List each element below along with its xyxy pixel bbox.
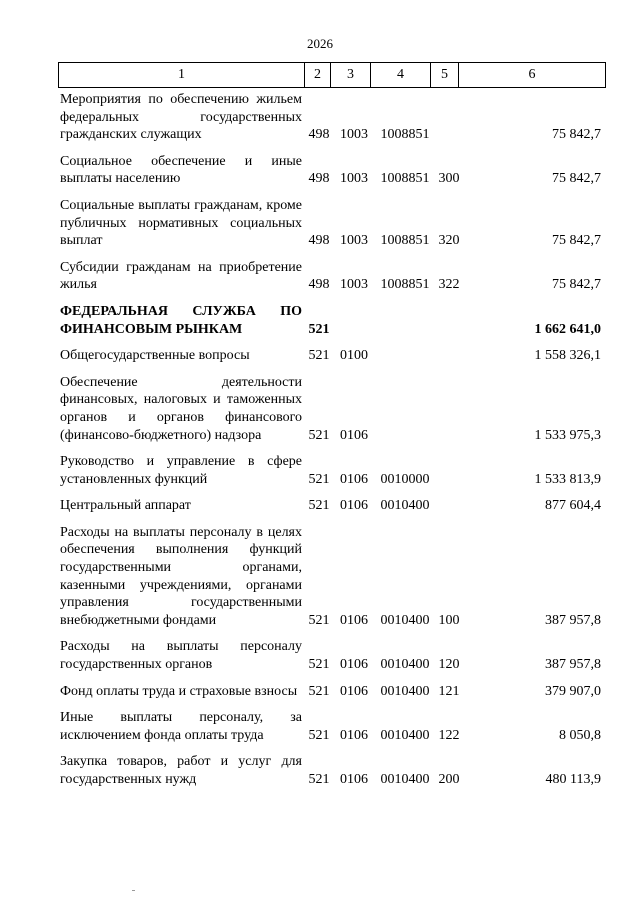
row-expense-type: 322: [438, 277, 460, 293]
column-header-1: 1: [59, 63, 305, 88]
row-section-code: 1003: [340, 171, 368, 187]
row-name: Общегосударственные вопросы: [60, 348, 250, 364]
footer-mark: [132, 890, 135, 891]
row-article-code: 1008851: [380, 171, 430, 187]
row-article-code: [374, 347, 436, 374]
row-sum: 75 842,7: [552, 277, 601, 293]
row-expense-type: 300: [438, 171, 460, 187]
row-sum: 387 957,8: [545, 657, 601, 673]
row-expense-type: 320: [438, 233, 460, 249]
table-row: [58, 638, 605, 682]
row-name: Субсидии гражданам на приобретение жилья: [60, 259, 302, 293]
column-header-3: 3: [331, 63, 371, 88]
table-row: [58, 303, 605, 347]
row-sum: 387 957,8: [545, 612, 601, 628]
row-section-code: 1003: [340, 127, 368, 143]
row-sum: 480 113,9: [545, 772, 601, 787]
row-section-code: 0106: [340, 427, 368, 443]
row-article-code: 0010000: [380, 471, 430, 487]
row-admin-code: 521: [308, 612, 330, 628]
row-name: Обеспечение деятельности финансовых, налоговых и таможенных органов и органов финансового (финансово-бюджетного) надзора: [60, 374, 302, 443]
row-expense-type: 200: [438, 772, 460, 787]
row-name: Социальные выплаты гражданам, кроме публичных нормативных социальных выплат: [60, 197, 302, 249]
table-row: [58, 347, 605, 374]
row-name: Социальное обеспечение и иные выплаты населению: [60, 153, 302, 187]
table-row: [58, 91, 605, 153]
row-admin-code: 498: [308, 127, 330, 143]
row-section-code: 0106: [340, 498, 368, 514]
table-row: [58, 259, 605, 303]
row-admin-code: 521: [308, 498, 330, 514]
row-section-code: 1003: [340, 233, 368, 249]
row-sum: 75 842,7: [552, 171, 601, 187]
row-article-code: 1008851: [380, 233, 430, 249]
row-section-code: [334, 303, 374, 347]
row-expense-type: [436, 303, 462, 347]
row-admin-code: 521: [308, 657, 330, 673]
row-sum: 877 604,4: [545, 498, 601, 514]
row-sum: 379 907,0: [545, 683, 601, 699]
row-admin-code: 521: [308, 727, 330, 743]
row-admin-code: 521: [308, 321, 330, 337]
row-admin-code: 498: [308, 277, 330, 293]
row-article-code: 0010400: [380, 683, 430, 699]
row-section-code: 0100: [340, 348, 368, 364]
row-sum: 1 533 813,9: [534, 471, 601, 487]
row-admin-code: 521: [308, 683, 330, 699]
row-admin-code: 521: [308, 427, 330, 443]
row-article-code: [374, 303, 436, 347]
row-expense-type: 120: [438, 657, 460, 673]
row-admin-code: 498: [308, 233, 330, 249]
row-section-code: 0106: [340, 772, 368, 787]
row-article-code: 1008851: [380, 277, 430, 293]
row-admin-code: 521: [308, 772, 330, 787]
row-expense-type: 100: [438, 612, 460, 628]
table-row: [58, 683, 605, 710]
table-row: [58, 497, 605, 524]
row-name: Расходы на выплаты персоналу в целях обеспечения выполнения функций государственными органами, казенными учреждениями, органами управления государственными внебюджетными фондами: [60, 524, 302, 628]
column-header-6: 6: [459, 63, 606, 88]
row-sum: 1 533 975,3: [534, 427, 601, 443]
row-expense-type: 122: [438, 727, 460, 743]
row-expense-type: [436, 91, 462, 153]
row-article-code: [374, 374, 436, 453]
column-header-2: 2: [305, 63, 331, 88]
row-sum: 8 050,8: [559, 727, 601, 743]
row-name: Мероприятия по обеспечению жильем федеральных государственных гражданских служащих: [60, 92, 302, 143]
row-expense-type: [436, 347, 462, 374]
budget-table: [58, 91, 605, 798]
row-name: Иные выплаты персоналу, за исключением фонда оплаты труда: [60, 710, 302, 743]
row-article-code: 0010400: [380, 772, 430, 787]
row-article-code: 1008851: [380, 127, 430, 143]
table-row: [58, 709, 605, 753]
column-header-row: [59, 63, 606, 88]
row-name: Центральный аппарат: [60, 498, 191, 514]
row-section-code: 0106: [340, 471, 368, 487]
row-section-code: 0106: [340, 683, 368, 699]
row-expense-type: [436, 497, 462, 524]
column-header-4: 4: [371, 63, 431, 88]
row-expense-type: [436, 374, 462, 453]
row-article-code: 0010400: [380, 498, 430, 514]
table-row: [58, 453, 605, 497]
row-sum: 1 662 641,0: [534, 321, 601, 337]
row-section-code: 0106: [340, 727, 368, 743]
row-expense-type: 121: [438, 683, 460, 699]
table-row: [58, 197, 605, 259]
row-sum: 1 558 326,1: [534, 348, 601, 364]
row-section-code: 0106: [340, 612, 368, 628]
row-sum: 75 842,7: [552, 127, 601, 143]
row-name: Руководство и управление в сфере установленных функций: [60, 454, 302, 487]
column-header-5: 5: [431, 63, 459, 88]
row-name: ФЕДЕРАЛЬНАЯ СЛУЖБА ПО ФИНАНСОВЫМ РЫНКАМ: [60, 303, 302, 337]
table-row: [58, 524, 605, 639]
row-admin-code: 521: [308, 471, 330, 487]
table-row: [58, 753, 605, 797]
row-article-code: 0010400: [380, 657, 430, 673]
row-section-code: 1003: [340, 277, 368, 293]
row-sum: 75 842,7: [552, 233, 601, 249]
row-name: Фонд оплаты труда и страховые взносы: [60, 683, 298, 699]
row-expense-type: [436, 453, 462, 497]
row-name: Расходы на выплаты персоналу государственных органов: [60, 639, 302, 673]
row-name: Закупка товаров, работ и услуг для государственных нужд: [60, 754, 302, 787]
row-article-code: 0010400: [380, 727, 430, 743]
page-number: 2026: [307, 36, 333, 51]
row-admin-code: 521: [308, 348, 330, 364]
row-admin-code: 498: [308, 171, 330, 187]
row-article-code: 0010400: [380, 612, 430, 628]
table-row: [58, 153, 605, 197]
row-section-code: 0106: [340, 657, 368, 673]
table-row: [58, 374, 605, 453]
column-header-table: [58, 62, 606, 88]
